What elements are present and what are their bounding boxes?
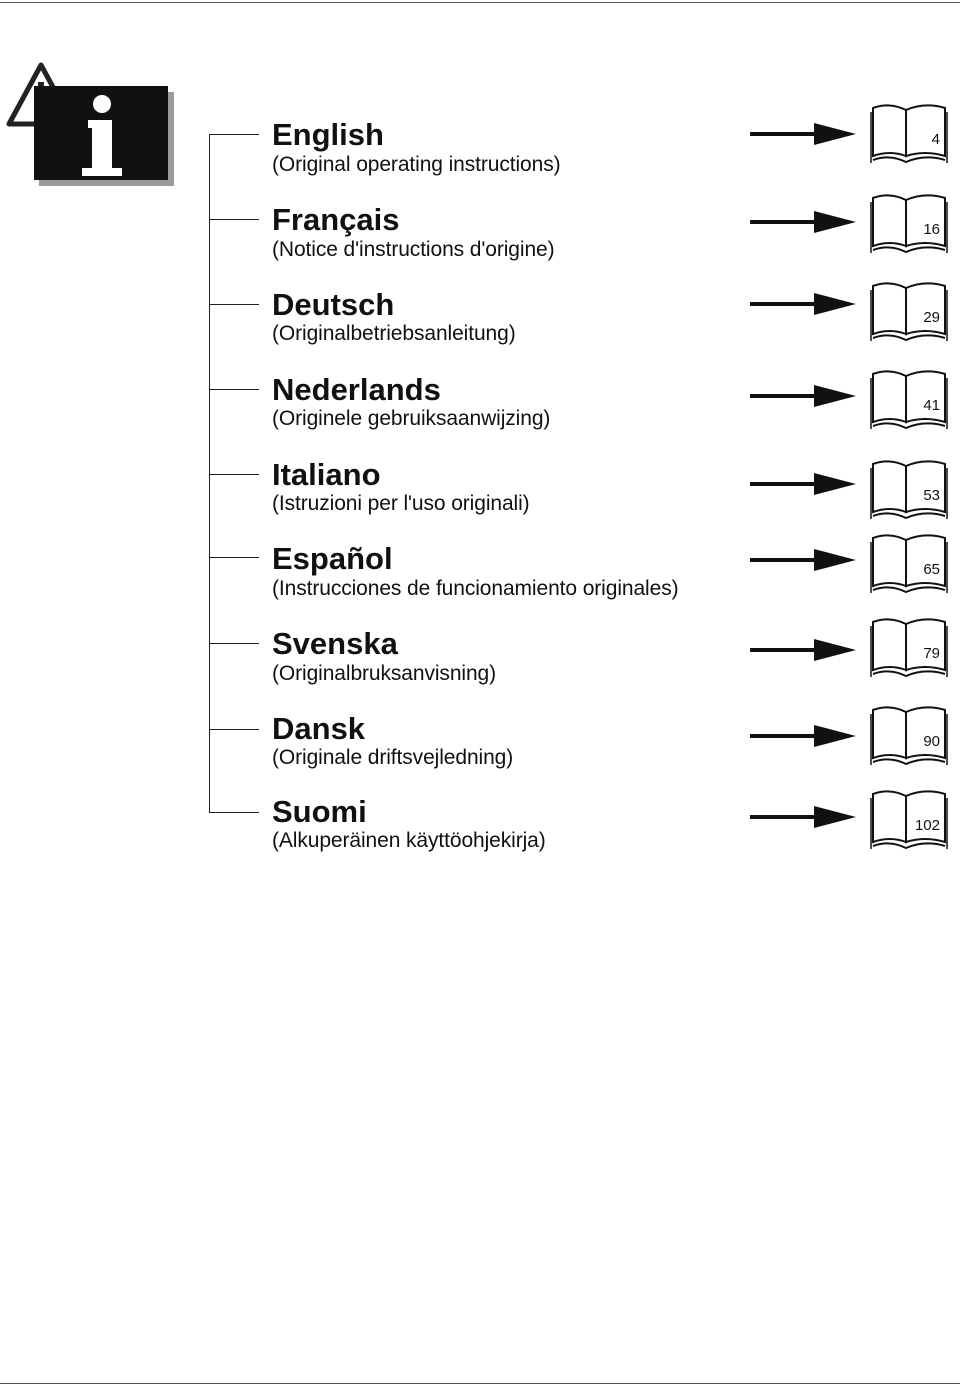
language-name: Français [272,202,400,237]
branch-line [209,729,259,730]
page-number[interactable]: 79 [923,645,940,662]
language-name: Español [272,541,393,576]
language-subtitle: (Originale driftsvejledning) [272,746,514,769]
language-subtitle: (Istruzioni per l'uso originali) [272,492,530,515]
language-name: Svenska [272,626,398,661]
language-name: Deutsch [272,287,395,322]
branch-line [209,557,259,558]
page-number[interactable]: 4 [931,131,940,148]
language-subtitle: (Notice d'instructions d'origine) [272,238,555,261]
right-arrow-icon [750,805,856,829]
right-arrow-icon [750,724,856,748]
language-subtitle: (Instrucciones de funcionamiento originales) [272,577,679,600]
language-name: Dansk [272,711,366,746]
language-subtitle: (Originalbruksanvisning) [272,662,497,685]
right-arrow-icon [750,472,856,496]
language-name: Suomi [272,794,367,829]
language-subtitle: (Original operating instructions) [272,153,561,176]
language-subtitle: (Originalbetriebsanleitung) [272,322,516,345]
page-number[interactable]: 65 [923,561,940,578]
branch-line [209,643,259,644]
right-arrow-icon [750,210,856,234]
page-number[interactable]: 90 [923,733,940,750]
language-name: English [272,117,384,152]
page-number[interactable]: 16 [923,221,940,238]
right-arrow-icon [750,122,856,146]
tree-trunk-line [209,134,210,812]
branch-line [209,474,259,475]
page-number[interactable]: 29 [923,309,940,326]
branch-line [209,389,259,390]
right-arrow-icon [750,292,856,316]
language-subtitle: (Alkuperäinen käyttöohjekirja) [272,829,546,852]
page-number[interactable]: 53 [923,487,940,504]
language-name: Italiano [272,457,381,492]
language-name: Nederlands [272,372,441,407]
branch-line [209,304,259,305]
branch-line [209,134,259,135]
page-number[interactable]: 102 [914,817,940,834]
branch-line [209,812,259,813]
info-i-icon [34,86,174,186]
right-arrow-icon [750,638,856,662]
top-rule [0,2,960,3]
right-arrow-icon [750,384,856,408]
right-arrow-icon [750,548,856,572]
bottom-rule [0,1383,960,1384]
branch-line [209,219,259,220]
page-number[interactable]: 41 [923,397,940,414]
language-subtitle: (Originele gebruiksaanwijzing) [272,407,551,430]
